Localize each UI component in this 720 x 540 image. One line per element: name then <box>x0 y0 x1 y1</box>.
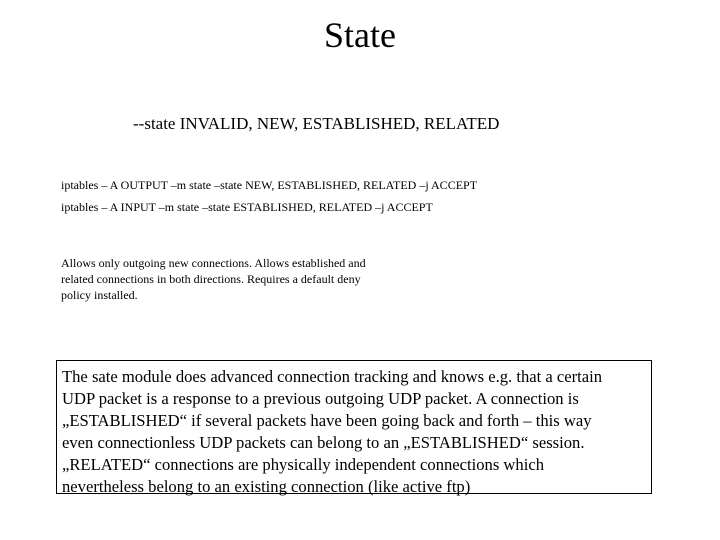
iptables-input-rule: iptables – A INPUT –m state –state ESTABLISHED, RELATED –j ACCEPT <box>61 200 433 214</box>
iptables-output-rule: iptables – A OUTPUT –m state –state NEW, ESTABLISHED, RELATED –j ACCEPT <box>61 178 478 192</box>
description-line: UDP packet is a response to a previous outgoing UDP packet. A connection is <box>62 389 579 408</box>
state-option-line: --state INVALID, NEW, ESTABLISHED, RELATED <box>133 114 500 133</box>
description-line: „RELATED“ connections are physically independent connections which <box>62 455 544 474</box>
description-line: The sate module does advanced connection tracking and knows e.g. that a certain <box>62 367 603 386</box>
description-line: „ESTABLISHED“ if several packets have been going back and forth – this way <box>62 411 592 430</box>
state-module-description-box <box>56 360 652 494</box>
rules-explanation: Allows only outgoing new connections. Allows established and related connections in both directions. Requires a default deny policy installed. <box>61 256 366 302</box>
description-line: even connectionless UDP packets can belong to an „ESTABLISHED“ session. <box>62 433 585 452</box>
description-line: nevertheless belong to an existing connection (like active ftp) <box>62 477 471 496</box>
slide-title: State <box>324 15 396 55</box>
